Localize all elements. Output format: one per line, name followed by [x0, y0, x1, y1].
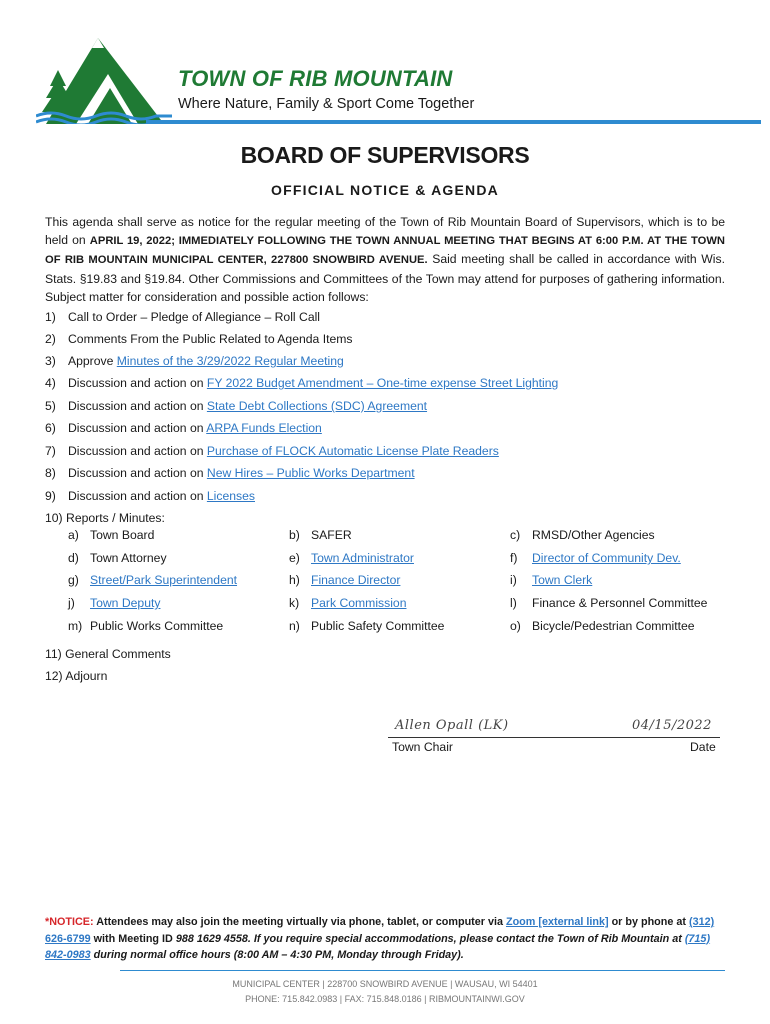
agenda-item-7 — [45, 444, 499, 462]
agenda-item-10 — [45, 511, 165, 529]
community-dev-link[interactable]: Director of Community Dev. — [532, 551, 681, 565]
footer-address: MUNICIPAL CENTER | 228700 SNOWBIRD AVENUE | WAUSAU, WI 54401 — [232, 979, 538, 989]
report-item: a) Town Board — [68, 528, 155, 542]
agenda-number: 5) — [45, 399, 56, 413]
tagline: Where Nature, Family & Sport Come Together — [178, 96, 475, 112]
agenda-text: Reports / Minutes: — [66, 511, 165, 525]
zoom-link[interactable]: Zoom [external link] — [505, 916, 609, 928]
agenda-text: Discussion and action on — [68, 421, 207, 435]
agenda-item-2 — [45, 332, 353, 350]
town-name: TOWN OF RIB MOUNTAIN — [178, 66, 453, 91]
agenda-text: Discussion and action on — [68, 444, 207, 458]
agenda-item-11 — [45, 647, 171, 665]
agenda-text: Discussion and action on — [68, 376, 207, 390]
agenda-number: 8) — [45, 466, 56, 480]
agenda-number: 10) — [45, 511, 63, 525]
header-divider — [146, 120, 761, 124]
agenda-text: Call to Order – Pledge of Allegiance – Roll Call — [68, 310, 321, 324]
intro-text-1: This agenda shall serve as notice for the regular meeting of the Town of Rib Mountain Board of Supervisors, which is to be held on — [45, 215, 725, 248]
report-item: e) Town Administrator — [289, 551, 414, 565]
agenda-number: 7) — [45, 444, 56, 458]
agenda-text: Discussion and action on — [68, 489, 207, 503]
new-hires-link[interactable]: New Hires – Public Works Department — [206, 466, 415, 480]
signature-line — [388, 737, 720, 738]
agenda-number: 1) — [45, 310, 56, 324]
report-item: l) Finance & Personnel Committee — [510, 596, 708, 610]
phone-link-1[interactable]: (312) 626-6799 — [45, 916, 715, 945]
report-item: m) Public Works Committee — [68, 619, 224, 633]
park-commission-link[interactable]: Park Commission — [311, 596, 407, 610]
agenda-text: Discussion and action on — [68, 399, 207, 413]
phone-link-2[interactable]: (715) 842-0983 — [45, 932, 711, 961]
intro-paragraph — [45, 213, 725, 306]
footer-divider — [120, 970, 725, 971]
agenda-text: Approve — [68, 354, 117, 368]
budget-amendment-link[interactable]: FY 2022 Budget Amendment – One-time expense Street Lighting — [206, 376, 559, 390]
report-item: f) Director of Community Dev. — [510, 551, 681, 565]
footer-contact: PHONE: 715.842.0983 | FAX: 715.848.0186 | RIBMOUNTAINWI.GOV — [245, 994, 525, 1004]
chair-signature: Allen Opall (LK) — [395, 718, 509, 733]
agenda-number: 4) — [45, 376, 56, 390]
town-clerk-link[interactable]: Town Clerk — [532, 573, 593, 587]
agenda-number: 3) — [45, 354, 56, 368]
report-item: o) Bicycle/Pedestrian Committee — [510, 619, 695, 633]
agenda-item-4 — [45, 376, 558, 394]
street-park-link[interactable]: Street/Park Superintendent — [90, 573, 238, 587]
agenda-number: 11) — [45, 647, 62, 661]
report-item: i) Town Clerk — [510, 573, 593, 587]
finance-director-link[interactable]: Finance Director — [311, 573, 401, 587]
agenda-item-6 — [45, 421, 322, 439]
document-subtitle: OFFICIAL NOTICE & AGENDA — [271, 182, 499, 198]
report-item: d) Town Attorney — [68, 551, 167, 565]
date-label: Date — [690, 740, 716, 754]
report-item: b) SAFER — [289, 528, 352, 542]
agenda-item-3 — [45, 354, 344, 372]
report-item: c) RMSD/Other Agencies — [510, 528, 655, 542]
report-item: g) Street/Park Superintendent — [68, 573, 238, 587]
letterhead — [36, 26, 730, 126]
agenda-item-9 — [45, 489, 255, 507]
report-item: k) Park Commission — [289, 596, 407, 610]
town-logo — [36, 26, 172, 124]
agenda-number: 12) — [45, 669, 63, 683]
agenda-item-1 — [45, 310, 320, 328]
agenda-text: Adjourn — [65, 669, 108, 683]
meeting-details: APRIL 19, 2022; IMMEDIATELY FOLLOWING THE TOWN ANNUAL MEETING THAT BEGINS AT 6:00 P.M. AT THE TOWN OF RIB MOUNTAIN MUNICIPAL CENTER, 227800 SNOWBIRD AVENUE. — [45, 235, 726, 267]
agenda-text: General Comments — [65, 647, 171, 661]
town-administrator-link[interactable]: Town Administrator — [311, 551, 414, 565]
arpa-funds-link[interactable]: ARPA Funds Election — [206, 421, 322, 435]
agenda-text: Comments From the Public Related to Agenda Items — [68, 332, 353, 346]
licenses-link[interactable]: Licenses — [206, 489, 255, 503]
minutes-link[interactable]: Minutes of the 3/29/2022 Regular Meeting — [116, 354, 344, 368]
agenda-number: 9) — [45, 489, 56, 503]
agenda-item-12 — [45, 669, 107, 687]
agenda-text: Discussion and action on — [68, 466, 207, 480]
agenda-item-8 — [45, 466, 415, 484]
report-item: h) Finance Director — [289, 573, 401, 587]
sdc-agreement-link[interactable]: State Debt Collections (SDC) Agreement — [206, 399, 428, 413]
flock-readers-link[interactable]: Purchase of FLOCK Automatic License Plate Readers — [206, 444, 499, 458]
signature-date: 04/15/2022 — [632, 718, 712, 733]
town-deputy-link[interactable]: Town Deputy — [90, 596, 161, 610]
town-chair-label: Town Chair — [392, 740, 453, 754]
report-item: n) Public Safety Committee — [289, 619, 445, 633]
agenda-item-5 — [45, 399, 427, 417]
agenda-number: 6) — [45, 421, 56, 435]
virtual-meeting-notice: *NOTICE: Attendees may also join the meeting virtually via phone, tablet, or computer via Zoom [external link] or by phone at (312) 626-6799 with Meeting ID 988 1629 4558. If you require special accommodations, please contact the Town of Rib Mountain at (715) 842-0983 during normal office hours (8:00 AM – 4:30 PM, Monday through Friday). — [45, 916, 715, 961]
document-title: BOARD OF SUPERVISORS — [240, 142, 530, 168]
report-item: j) Town Deputy — [68, 596, 161, 610]
intro-text-2: Said meeting shall be called in accordance with Wis. Stats. §19.83 and §19.84. Other Commissions and Committees of the Town may attend for purposes of gathering information. Subject matter for consideration and possible action follows: — [45, 252, 725, 304]
notice-label: *NOTICE: — [45, 916, 94, 928]
agenda-number: 2) — [45, 332, 56, 346]
